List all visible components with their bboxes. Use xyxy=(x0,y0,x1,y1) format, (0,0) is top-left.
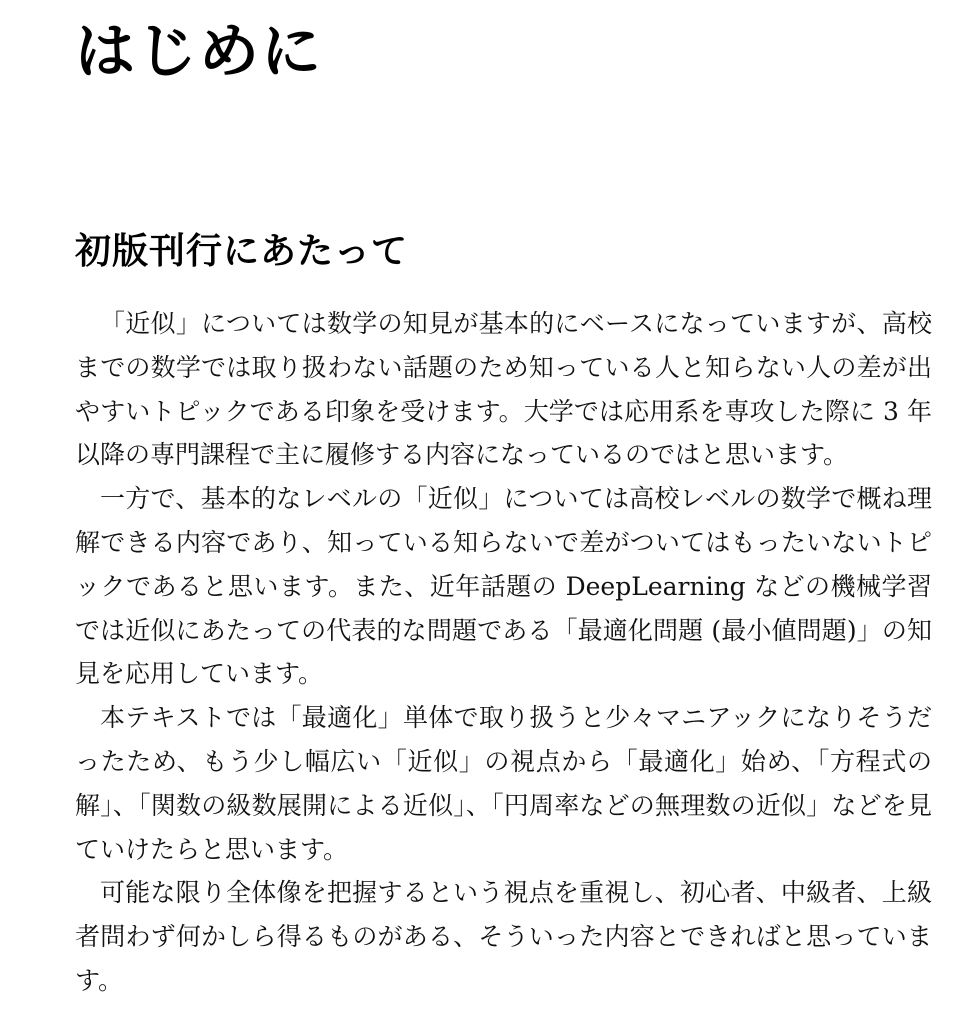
paragraph-2: 一方で、基本的なレベルの「近似」については高校レベルの数学で概ね理解できる内容であり、知っている知らないで差がついてはもったいないトピックであると思います。また、近年話題の DeepLearning などの機械学習では近似にあたっての代表的な問題である「最適化問題 (最小値問題)」の知見を応用しています。 xyxy=(75,484,932,689)
paragraph-4: 可能な限り全体像を把握するという視点を重視し、初心者、中級者、上級者問わず何かしら得るものがある、そういった内容とできればと思っています。 xyxy=(75,878,932,995)
paragraph-3: 本テキストでは「最適化」単体で取り扱うと少々マニアックになりそうだったため、もう少し幅広い「近似」の視点から「最適化」始め、「方程式の解」、「関数の級数展開による近似」、「円周率などの無理数の近似」などを見ていけたらと思います。 xyxy=(75,703,932,864)
body-text xyxy=(75,302,932,1003)
section-title: 初版刊行にあたって xyxy=(75,231,409,272)
chapter-title: はじめに xyxy=(75,17,323,87)
paragraph-1: 「近似」については数学の知見が基本的にベースになっていますが、高校までの数学では取り扱わない話題のため知っている人と知らない人の差が出やすいトピックである印象を受けます。大学では応用系を専攻した際に 3 年以降の専門課程で主に履修する内容になっているのではと思います。 xyxy=(75,309,932,470)
